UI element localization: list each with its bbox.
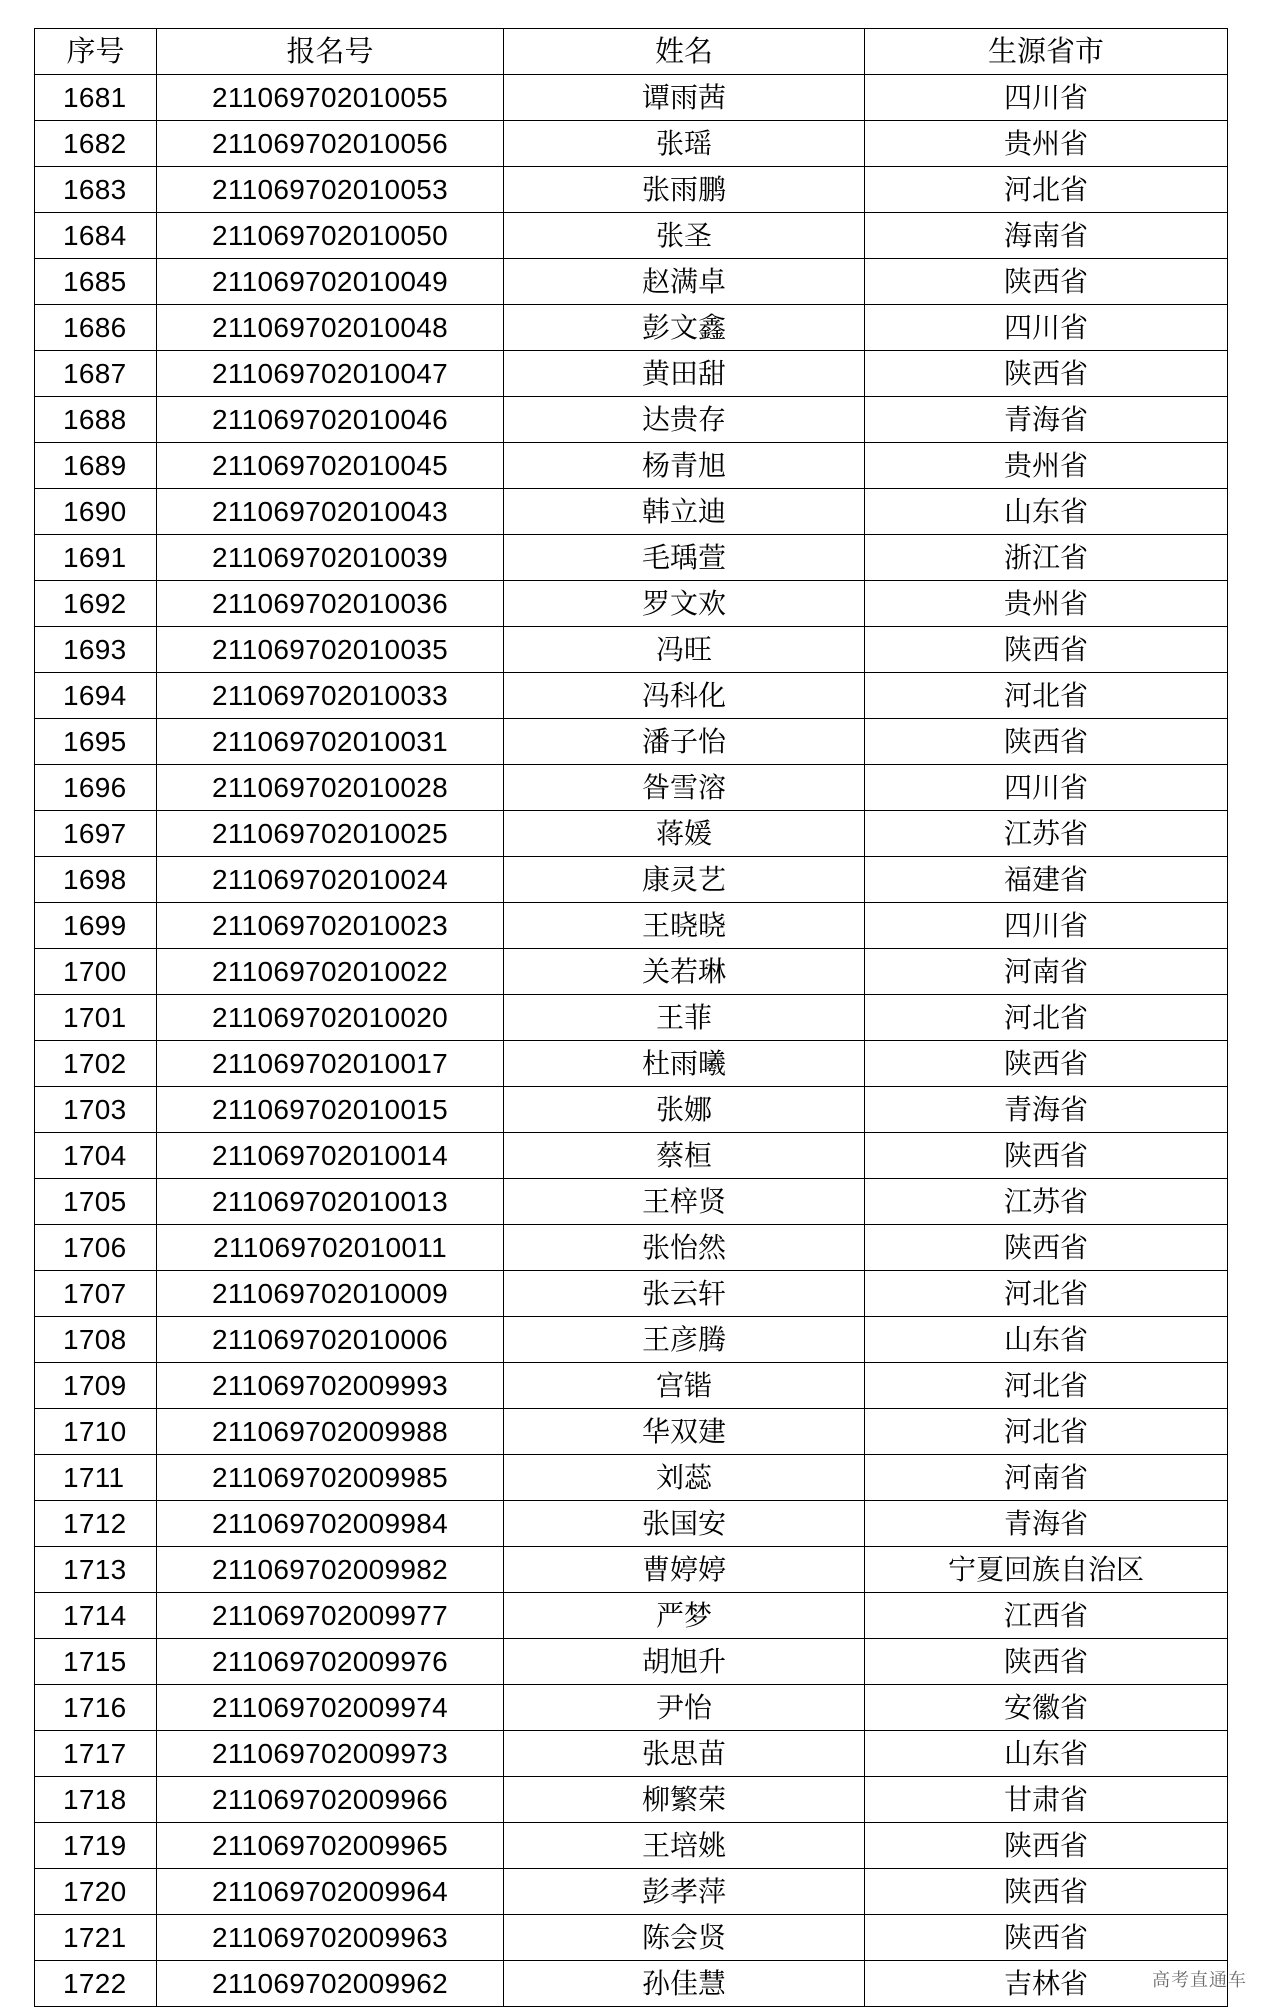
cell-registration-number: 211069702010015 (157, 1087, 504, 1133)
cell-seq: 1719 (35, 1823, 157, 1869)
cell-registration-number: 211069702010017 (157, 1041, 504, 1087)
cell-registration-number: 211069702010055 (157, 75, 504, 121)
table-row (35, 1409, 1228, 1455)
cell-registration-number: 211069702009963 (157, 1915, 504, 1961)
table-row (35, 167, 1228, 213)
cell-registration-number: 211069702010039 (157, 535, 504, 581)
cell-name: 张圣 (504, 213, 865, 259)
cell-name: 王彦腾 (504, 1317, 865, 1363)
table-row (35, 1685, 1228, 1731)
cell-province: 青海省 (865, 1501, 1228, 1547)
cell-province: 河南省 (865, 1455, 1228, 1501)
table-row (35, 1317, 1228, 1363)
cell-province: 吉林省 (865, 1961, 1228, 2007)
header-province: 生源省市 (865, 29, 1228, 75)
cell-province: 河南省 (865, 949, 1228, 995)
cell-seq: 1714 (35, 1593, 157, 1639)
cell-name: 张国安 (504, 1501, 865, 1547)
cell-seq: 1709 (35, 1363, 157, 1409)
cell-registration-number: 211069702010025 (157, 811, 504, 857)
cell-registration-number: 211069702009988 (157, 1409, 504, 1455)
cell-name: 张思苗 (504, 1731, 865, 1777)
cell-seq: 1696 (35, 765, 157, 811)
cell-province: 贵州省 (865, 443, 1228, 489)
cell-seq: 1702 (35, 1041, 157, 1087)
cell-registration-number: 211069702010009 (157, 1271, 504, 1317)
cell-seq: 1722 (35, 1961, 157, 2007)
table-row (35, 1363, 1228, 1409)
cell-name: 张云轩 (504, 1271, 865, 1317)
cell-seq: 1700 (35, 949, 157, 995)
table-row (35, 1915, 1228, 1961)
table-row (35, 259, 1228, 305)
cell-name: 张娜 (504, 1087, 865, 1133)
cell-seq: 1685 (35, 259, 157, 305)
table-row (35, 1777, 1228, 1823)
table-row (35, 1225, 1228, 1271)
table-row (35, 949, 1228, 995)
table-row (35, 1961, 1228, 2007)
cell-name: 关若琳 (504, 949, 865, 995)
table-row (35, 1593, 1228, 1639)
cell-province: 福建省 (865, 857, 1228, 903)
cell-seq: 1707 (35, 1271, 157, 1317)
cell-seq: 1693 (35, 627, 157, 673)
cell-seq: 1703 (35, 1087, 157, 1133)
cell-name: 彭文鑫 (504, 305, 865, 351)
cell-name: 张雨鹏 (504, 167, 865, 213)
cell-name: 曹婷婷 (504, 1547, 865, 1593)
cell-seq: 1710 (35, 1409, 157, 1455)
cell-registration-number: 211069702009985 (157, 1455, 504, 1501)
cell-name: 康灵艺 (504, 857, 865, 903)
cell-seq: 1717 (35, 1731, 157, 1777)
cell-seq: 1699 (35, 903, 157, 949)
cell-seq: 1721 (35, 1915, 157, 1961)
table-row (35, 719, 1228, 765)
cell-province: 山东省 (865, 489, 1228, 535)
cell-registration-number: 211069702010045 (157, 443, 504, 489)
cell-province: 陕西省 (865, 1869, 1228, 1915)
cell-registration-number: 211069702010056 (157, 121, 504, 167)
cell-name: 陈会贤 (504, 1915, 865, 1961)
cell-province: 甘肃省 (865, 1777, 1228, 1823)
admission-table (34, 28, 1228, 2007)
table-row (35, 1087, 1228, 1133)
table-row (35, 75, 1228, 121)
cell-province: 陕西省 (865, 351, 1228, 397)
table-row (35, 1869, 1228, 1915)
table-row (35, 121, 1228, 167)
cell-province: 河北省 (865, 1409, 1228, 1455)
cell-seq: 1688 (35, 397, 157, 443)
cell-seq: 1691 (35, 535, 157, 581)
cell-seq: 1694 (35, 673, 157, 719)
cell-province: 江苏省 (865, 1179, 1228, 1225)
cell-province: 河北省 (865, 1271, 1228, 1317)
cell-province: 贵州省 (865, 121, 1228, 167)
cell-registration-number: 211069702010048 (157, 305, 504, 351)
cell-seq: 1695 (35, 719, 157, 765)
document-sheet (34, 28, 1228, 2007)
table-row (35, 351, 1228, 397)
table-row (35, 1731, 1228, 1777)
table-row (35, 1501, 1228, 1547)
cell-province: 青海省 (865, 1087, 1228, 1133)
cell-registration-number: 211069702010011 (157, 1225, 504, 1271)
header-name: 姓名 (504, 29, 865, 75)
cell-name: 赵满卓 (504, 259, 865, 305)
table-row (35, 1041, 1228, 1087)
cell-seq: 1715 (35, 1639, 157, 1685)
cell-seq: 1683 (35, 167, 157, 213)
cell-province: 四川省 (865, 765, 1228, 811)
cell-registration-number: 211069702010006 (157, 1317, 504, 1363)
cell-name: 柳繁荣 (504, 1777, 865, 1823)
table-row (35, 489, 1228, 535)
cell-registration-number: 211069702010053 (157, 167, 504, 213)
cell-seq: 1689 (35, 443, 157, 489)
cell-province: 陕西省 (865, 259, 1228, 305)
cell-name: 王菲 (504, 995, 865, 1041)
cell-seq: 1684 (35, 213, 157, 259)
watermark-text: 高考直通车 (1152, 1970, 1247, 1991)
cell-name: 宫锴 (504, 1363, 865, 1409)
header-seq: 序号 (35, 29, 157, 75)
cell-province: 陕西省 (865, 719, 1228, 765)
cell-name: 谭雨茜 (504, 75, 865, 121)
cell-name: 刘蕊 (504, 1455, 865, 1501)
cell-province: 青海省 (865, 397, 1228, 443)
table-row (35, 443, 1228, 489)
cell-registration-number: 211069702009965 (157, 1823, 504, 1869)
cell-seq: 1705 (35, 1179, 157, 1225)
cell-province: 四川省 (865, 903, 1228, 949)
cell-province: 贵州省 (865, 581, 1228, 627)
cell-province: 河北省 (865, 1363, 1228, 1409)
cell-registration-number: 211069702010050 (157, 213, 504, 259)
cell-name: 华双建 (504, 1409, 865, 1455)
cell-name: 冯科化 (504, 673, 865, 719)
cell-seq: 1681 (35, 75, 157, 121)
table-row (35, 627, 1228, 673)
cell-province: 宁夏回族自治区 (865, 1547, 1228, 1593)
cell-seq: 1704 (35, 1133, 157, 1179)
table-row (35, 1639, 1228, 1685)
cell-name: 罗文欢 (504, 581, 865, 627)
cell-seq: 1697 (35, 811, 157, 857)
cell-registration-number: 211069702009984 (157, 1501, 504, 1547)
cell-name: 毛瑀萱 (504, 535, 865, 581)
cell-name: 彭孝萍 (504, 1869, 865, 1915)
cell-registration-number: 211069702009982 (157, 1547, 504, 1593)
table-row (35, 811, 1228, 857)
cell-province: 陕西省 (865, 1041, 1228, 1087)
cell-seq: 1687 (35, 351, 157, 397)
cell-name: 冯旺 (504, 627, 865, 673)
cell-seq: 1718 (35, 1777, 157, 1823)
cell-name: 胡旭升 (504, 1639, 865, 1685)
cell-registration-number: 211069702009966 (157, 1777, 504, 1823)
cell-name: 蔡桓 (504, 1133, 865, 1179)
cell-seq: 1682 (35, 121, 157, 167)
table-row (35, 1133, 1228, 1179)
cell-name: 严梦 (504, 1593, 865, 1639)
cell-registration-number: 211069702010024 (157, 857, 504, 903)
cell-seq: 1701 (35, 995, 157, 1041)
cell-seq: 1690 (35, 489, 157, 535)
table-row (35, 1455, 1228, 1501)
table-row (35, 903, 1228, 949)
cell-province: 陕西省 (865, 627, 1228, 673)
table-row (35, 213, 1228, 259)
cell-province: 陕西省 (865, 1225, 1228, 1271)
cell-registration-number: 211069702010047 (157, 351, 504, 397)
cell-name: 潘子怡 (504, 719, 865, 765)
cell-name: 达贵存 (504, 397, 865, 443)
cell-registration-number: 211069702009964 (157, 1869, 504, 1915)
cell-province: 陕西省 (865, 1133, 1228, 1179)
cell-seq: 1720 (35, 1869, 157, 1915)
cell-province: 安徽省 (865, 1685, 1228, 1731)
cell-province: 河北省 (865, 995, 1228, 1041)
table-row (35, 535, 1228, 581)
cell-province: 陕西省 (865, 1915, 1228, 1961)
cell-name: 张瑶 (504, 121, 865, 167)
cell-province: 江西省 (865, 1593, 1228, 1639)
cell-name: 尹怡 (504, 1685, 865, 1731)
cell-registration-number: 211069702010020 (157, 995, 504, 1041)
cell-registration-number: 211069702010013 (157, 1179, 504, 1225)
cell-registration-number: 211069702010023 (157, 903, 504, 949)
cell-province: 四川省 (865, 305, 1228, 351)
cell-name: 杜雨曦 (504, 1041, 865, 1087)
table-row (35, 1179, 1228, 1225)
cell-province: 四川省 (865, 75, 1228, 121)
cell-name: 昝雪溶 (504, 765, 865, 811)
table-row (35, 1547, 1228, 1593)
cell-province: 陕西省 (865, 1823, 1228, 1869)
table-row (35, 673, 1228, 719)
cell-province: 陕西省 (865, 1639, 1228, 1685)
cell-province: 江苏省 (865, 811, 1228, 857)
cell-seq: 1698 (35, 857, 157, 903)
cell-name: 王晓晓 (504, 903, 865, 949)
cell-registration-number: 211069702010046 (157, 397, 504, 443)
table-header (35, 29, 1228, 75)
cell-registration-number: 211069702009993 (157, 1363, 504, 1409)
cell-registration-number: 211069702010031 (157, 719, 504, 765)
cell-registration-number: 211069702009962 (157, 1961, 504, 2007)
cell-name: 张怡然 (504, 1225, 865, 1271)
table-row (35, 1823, 1228, 1869)
cell-province: 山东省 (865, 1731, 1228, 1777)
cell-province: 海南省 (865, 213, 1228, 259)
cell-province: 浙江省 (865, 535, 1228, 581)
cell-registration-number: 211069702010033 (157, 673, 504, 719)
cell-name: 黄田甜 (504, 351, 865, 397)
table-body (35, 75, 1228, 2007)
header-registration-number: 报名号 (157, 29, 504, 75)
cell-registration-number: 211069702010036 (157, 581, 504, 627)
cell-registration-number: 211069702010028 (157, 765, 504, 811)
cell-registration-number: 211069702009976 (157, 1639, 504, 1685)
cell-seq: 1712 (35, 1501, 157, 1547)
table-row (35, 581, 1228, 627)
cell-registration-number: 211069702010022 (157, 949, 504, 995)
cell-name: 杨青旭 (504, 443, 865, 489)
cell-name: 蒋媛 (504, 811, 865, 857)
cell-seq: 1716 (35, 1685, 157, 1731)
cell-name: 王梓贤 (504, 1179, 865, 1225)
table-row (35, 995, 1228, 1041)
cell-province: 河北省 (865, 673, 1228, 719)
cell-registration-number: 211069702010014 (157, 1133, 504, 1179)
table-row (35, 857, 1228, 903)
cell-seq: 1713 (35, 1547, 157, 1593)
cell-province: 山东省 (865, 1317, 1228, 1363)
cell-name: 王培姚 (504, 1823, 865, 1869)
table-row (35, 397, 1228, 443)
cell-seq: 1708 (35, 1317, 157, 1363)
cell-seq: 1692 (35, 581, 157, 627)
cell-registration-number: 211069702009977 (157, 1593, 504, 1639)
cell-seq: 1686 (35, 305, 157, 351)
cell-seq: 1711 (35, 1455, 157, 1501)
cell-seq: 1706 (35, 1225, 157, 1271)
cell-province: 河北省 (865, 167, 1228, 213)
cell-registration-number: 211069702009974 (157, 1685, 504, 1731)
cell-name: 韩立迪 (504, 489, 865, 535)
cell-registration-number: 211069702010035 (157, 627, 504, 673)
cell-registration-number: 211069702010043 (157, 489, 504, 535)
table-row (35, 765, 1228, 811)
table-row (35, 305, 1228, 351)
cell-registration-number: 211069702009973 (157, 1731, 504, 1777)
cell-registration-number: 211069702010049 (157, 259, 504, 305)
header-row (35, 29, 1228, 75)
cell-name: 孙佳慧 (504, 1961, 865, 2007)
table-row (35, 1271, 1228, 1317)
